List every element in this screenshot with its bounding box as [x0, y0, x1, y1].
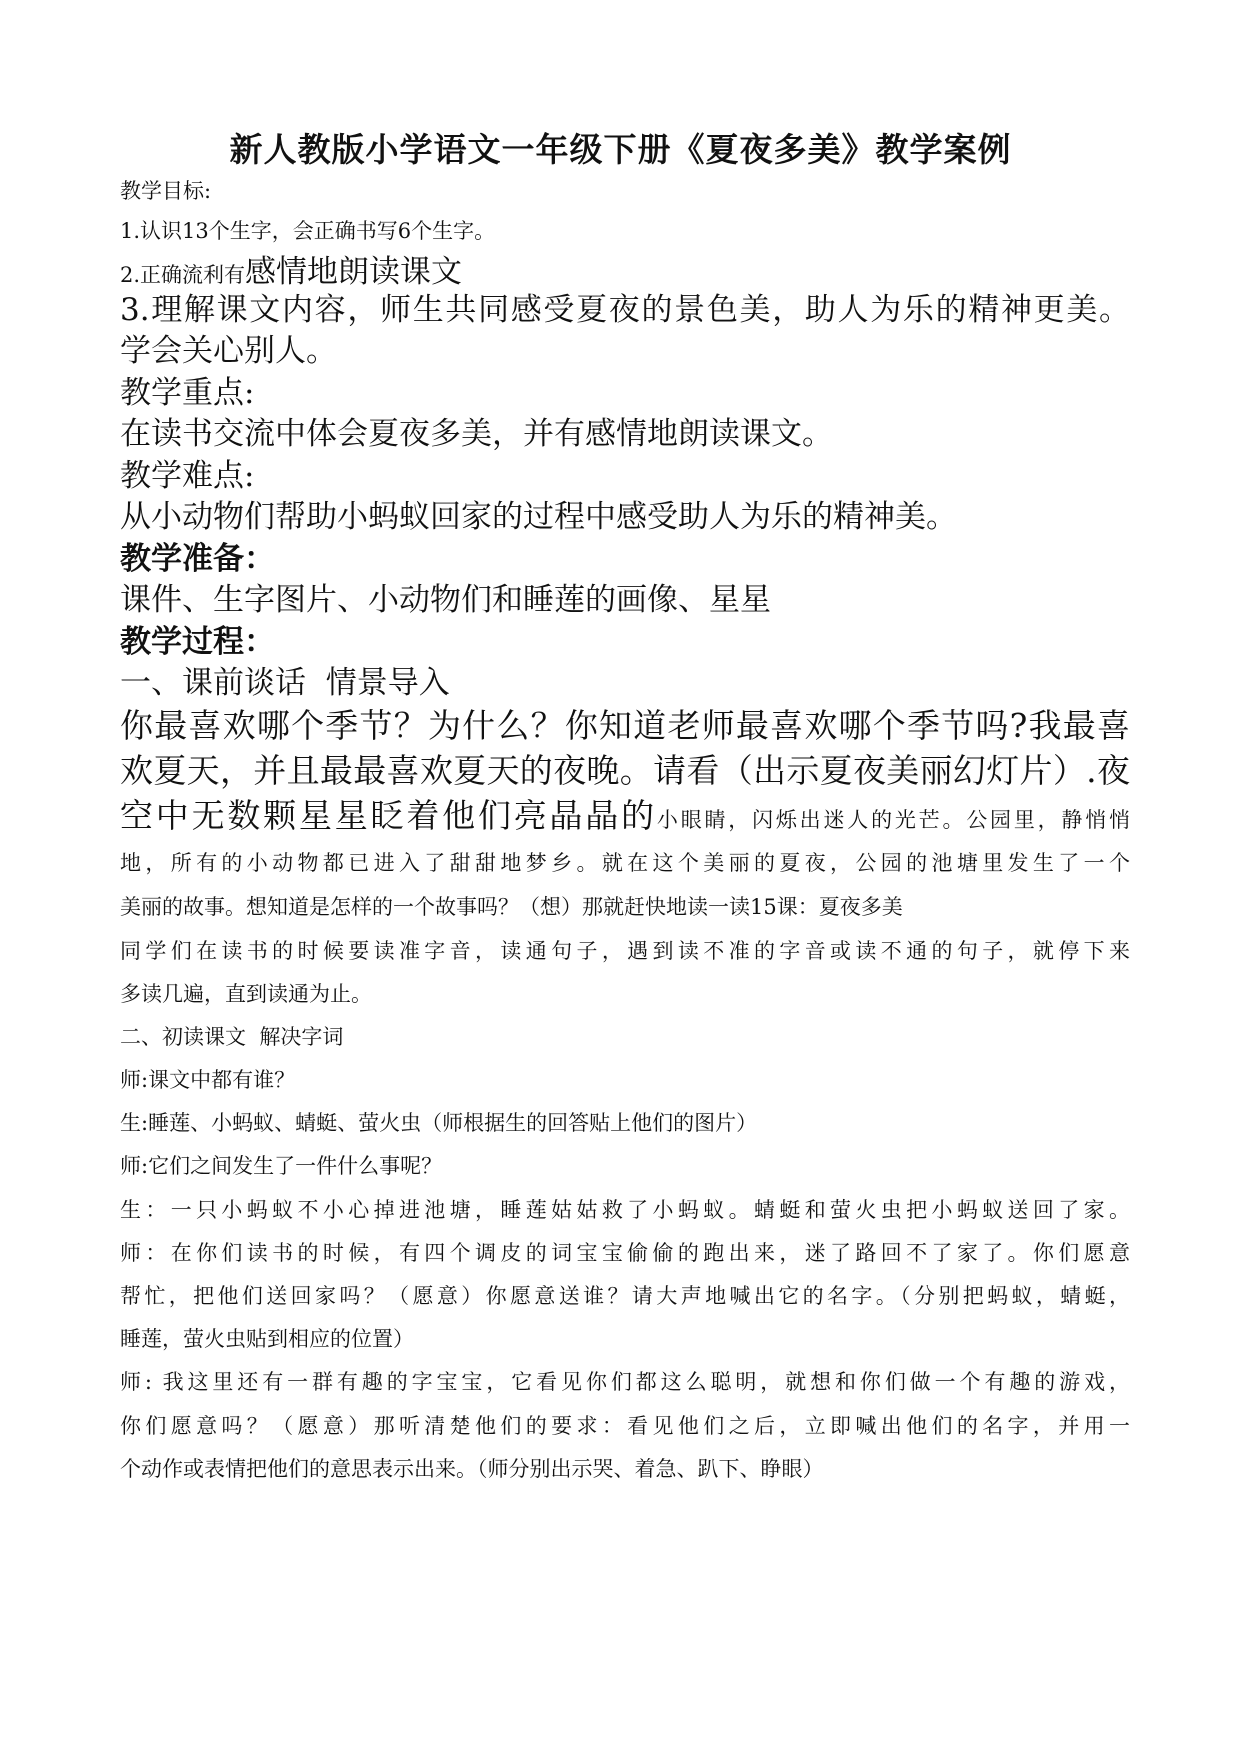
- dialogue-3: 师:它们之间发生了一件什么事呢？: [120, 1154, 443, 1178]
- preparation-text: 课件、生字图片、小动物们和睡莲的画像、星星: [120, 582, 771, 618]
- intro-line-2: 欢夏天，并且最最喜欢夏天的夜晚。请看（出示夏夜美丽幻灯片）.夜: [120, 751, 1130, 790]
- intro-line-3-start: 空中无数颗星星眨着他们亮晶晶的: [120, 796, 657, 835]
- reading-instruction: 同学们在读书的时候要读准字音，读通句子，遇到读不准的字音或读不通的句子，就停下来: [120, 939, 1130, 963]
- dialogue-5-cont: 帮忙，把他们送回家吗？（愿意）你愿意送谁？请大声地喊出它的名字。（分别把蚂蚁，蜻蜓，: [120, 1284, 1130, 1308]
- intro-line-1: 你最喜欢哪个季节？为什么？你知道老师最喜欢哪个季节吗?我最喜: [120, 706, 1130, 745]
- objective-1: 1.认识13个生字，会正确书写6个生字。: [120, 219, 496, 243]
- intro-line-3-end: 小眼睛，闪烁出迷人的光芒。公园里，静悄悄: [656, 808, 1131, 832]
- difficulties-heading: 教学难点:: [120, 458, 255, 494]
- key-points-text: 在读书交流中体会夏夜多美，并有感情地朗读课文。: [120, 416, 833, 452]
- dialogue-1: 师:课文中都有谁？: [120, 1068, 296, 1092]
- objective-3: 3.理解课文内容，师生共同感受夏夜的景色美，助人为乐的精神更美。: [120, 292, 1130, 328]
- objective-3-cont: 学会关心别人。: [120, 333, 337, 369]
- section-2-heading: 二、初读课文 解决字词: [120, 1025, 344, 1049]
- intro-line-4: 地，所有的小动物都已进入了甜甜地梦乡。就在这个美丽的夏夜，公园的池塘里发生了一个: [120, 851, 1130, 875]
- difficulties-text: 从小动物们帮助小蚂蚁回家的过程中感受助人为乐的精神美。: [120, 499, 957, 535]
- objective-2-start: 2.正确流利有: [120, 263, 246, 287]
- dialogue-6-end: 个动作或表情把他们的意思表示出来。（师分别出示哭、着急、趴下、睁眼）: [120, 1457, 824, 1481]
- intro-line-3: [120, 794, 1130, 838]
- preparation-heading: 教学准备：: [120, 541, 275, 577]
- dialogue-5: 师：在你们读书的时候，有四个调皮的词宝宝偷偷的跑出来，迷了路回不了家了。你们愿意: [120, 1241, 1130, 1265]
- objectives-heading: 教学目标:: [120, 179, 212, 203]
- dialogue-5-end: 睡莲，萤火虫贴到相应的位置）: [120, 1327, 414, 1351]
- process-heading: 教学过程：: [120, 624, 275, 660]
- dialogue-6-cont: 你们愿意吗？（愿意）那听清楚他们的要求：看见他们之后，立即喊出他们的名字，并用一: [120, 1414, 1130, 1438]
- reading-instruction-cont: 多读几遍，直到读通为止。: [120, 982, 372, 1006]
- objective-2: [120, 252, 1130, 292]
- key-points-heading: 教学重点:: [120, 375, 255, 411]
- dialogue-4: 生：一只小蚂蚁不小心掉进池塘，睡莲姑姑救了小蚂蚁。蜻蜓和萤火虫把小蚂蚁送回了家。: [120, 1198, 1130, 1222]
- dialogue-2: 生:睡莲、小蚂蚁、蜻蜓、萤火虫（师根据生的回答贴上他们的图片）: [120, 1111, 758, 1135]
- intro-line-5: 美丽的故事。想知道是怎样的一个故事吗？（想）那就赶快地读一读15课：夏夜多美: [120, 895, 903, 919]
- objective-2-end: 感情地朗读课文: [245, 254, 463, 290]
- section-1-heading: 一、课前谈话 情景导入: [120, 665, 450, 701]
- dialogue-6: 师: 我这里还有一群有趣的字宝宝，它看见你们都这么聪明，就想和你们做一个有趣的游戏，: [120, 1370, 1130, 1394]
- document-title: 新人教版小学语文一年级下册《夏夜多美》教学案例: [229, 130, 1012, 169]
